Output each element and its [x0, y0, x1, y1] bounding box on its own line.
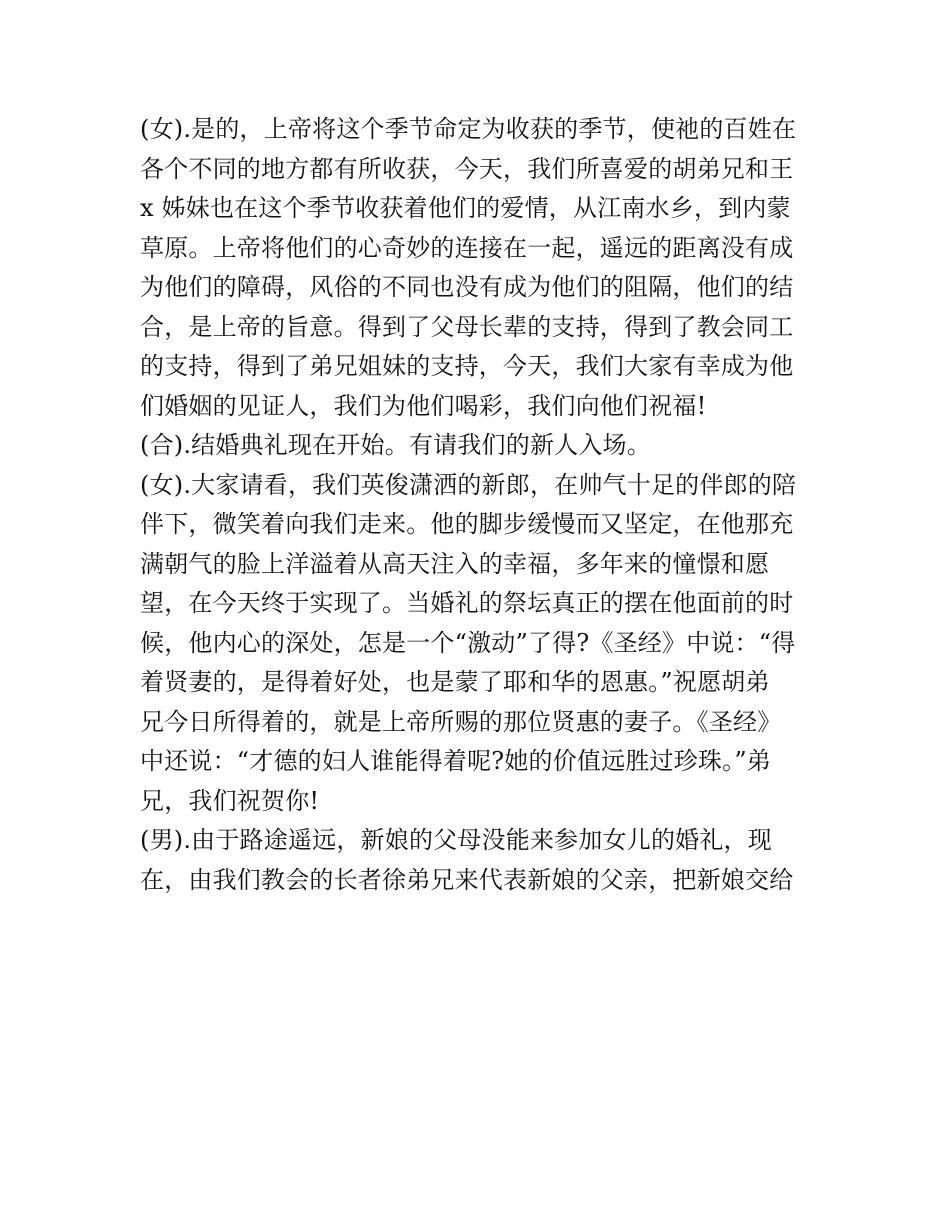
text-line: (合).结婚典礼现在开始。有请我们的新人入场。: [140, 431, 651, 459]
text-line: 兄今日所得着的，就是上帝所赐的那位贤惠的妻子。《圣经》: [140, 707, 782, 736]
body-text: [140, 110, 820, 900]
text-line: 兄，我们祝贺你!: [140, 786, 320, 815]
text-line: 候，他内心的深处，怎是一个“激动”了得?《圣经》中说：“得: [140, 628, 796, 657]
text-line: 的支持，得到了弟兄姐妹的支持，今天，我们大家有幸成为他: [140, 352, 794, 380]
text-line: 伴下，微笑着向我们走来。他的脚步缓慢而又坚定，在他那充: [140, 510, 794, 538]
text-line: (女).大家请看，我们英俊潇洒的新郎，在帅气十足的伴郎的陪: [140, 470, 797, 499]
text-line: 草原。上帝将他们的心奇妙的连接在一起，遥远的距离没有成: [140, 233, 794, 262]
text-line: 合，是上帝的旨意。得到了父母长辈的支持，得到了教会同工: [140, 312, 794, 341]
text-line: 们婚姻的见证人，我们为他们喝彩，我们向他们祝福!: [140, 391, 707, 420]
text-line: (女).是的，上帝将这个季节命定为收获的季节，使祂的百姓在: [140, 115, 797, 143]
text-line: 着贤妻的，是得着好处，也是蒙了耶和华的恩惠。”祝愿胡弟: [140, 668, 770, 696]
text-line: (男).由于路途遥远，新娘的父母没能来参加女儿的婚礼，现: [140, 826, 772, 854]
text-line: 为他们的障碍，风俗的不同也没有成为他们的阻隔，他们的结: [140, 273, 794, 301]
text-line: 在，由我们教会的长者徐弟兄来代表新娘的父亲，把新娘交给: [140, 865, 794, 894]
text-line: 中还说：“才德的妇人谁能得着呢?她的价值远胜过珍珠。”弟: [140, 747, 772, 775]
text-line: 各个不同的地方都有所收获，今天，我们所喜爱的胡弟兄和王: [140, 154, 794, 183]
text-line: 满朝气的脸上洋溢着从高天注入的幸福，多年来的憧憬和愿: [140, 549, 770, 578]
text-line: x 姊妹也在这个季节收获着他们的爱情，从江南水乡，到内蒙: [140, 194, 791, 222]
text-line: 望，在今天终于实现了。当婚礼的祭坛真正的摆在他面前的时: [140, 589, 794, 617]
